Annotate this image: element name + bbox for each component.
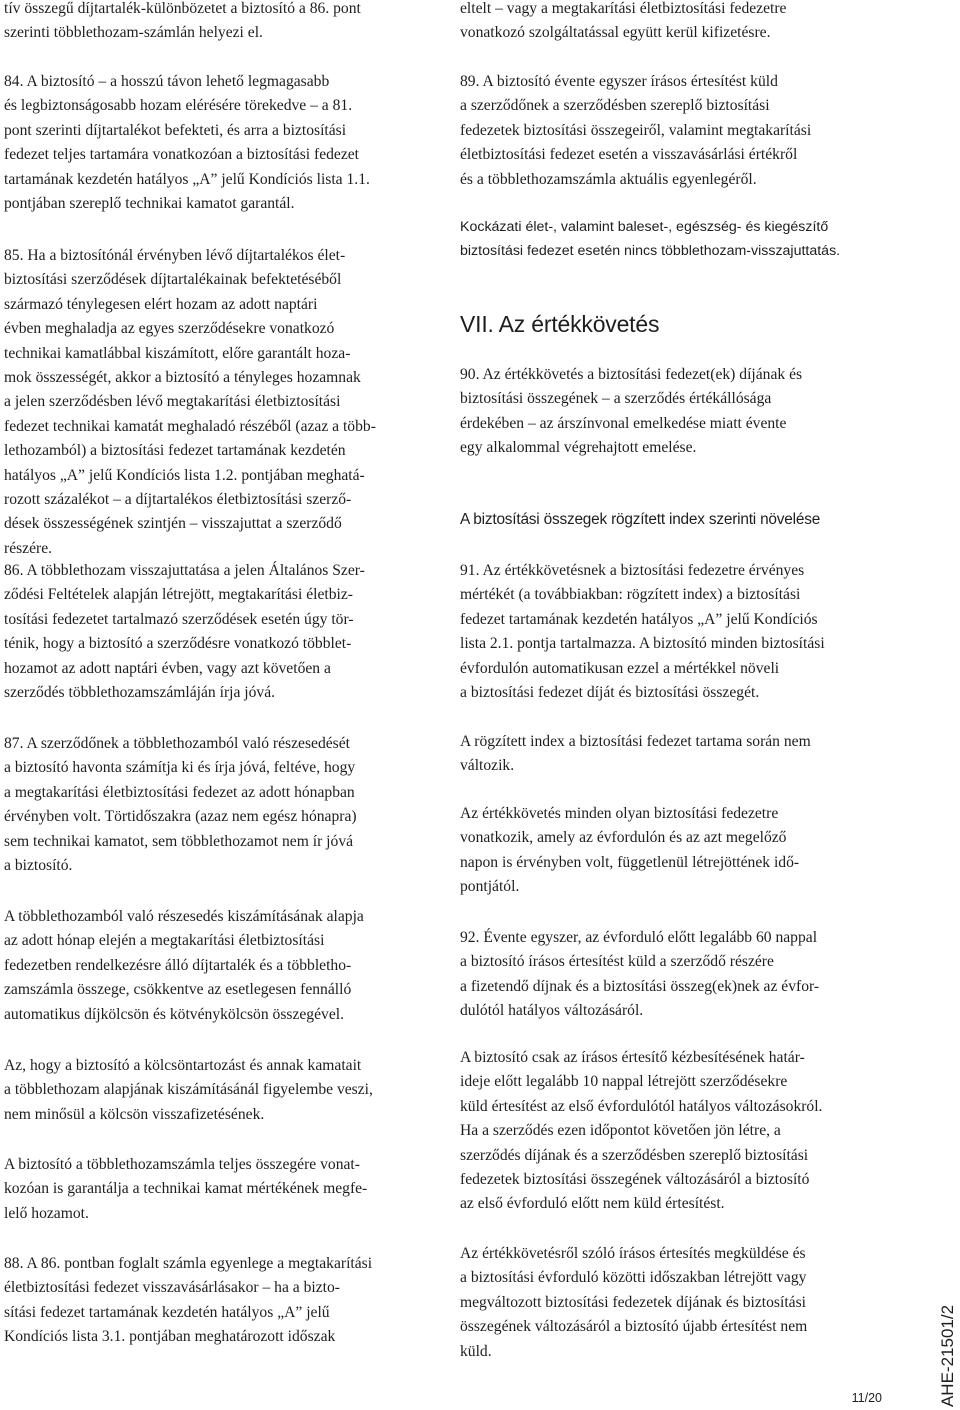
paragraph-87-basis: A többlethozamból való részesedés kiszámításának alapja az adott hónap elején a megtakarítási életbiztosítási fedezetben rendelkezésre álló díjtartalék és a többletho- zamszámla összege, csökkentve az esetlegesen fennálló automatikus díjkölcsön és kötvénykölcsön összegével.	[4, 908, 364, 1023]
paragraph-92-notification: Az értékkövetésről szóló írásos értesítés megküldése és a biztosítási évforduló közötti időszakban létrejött vagy megváltozott biztosítási fedezetek díjának és biztosítási összegének változásáról a biztosító újabb értesítést nem küld.	[460, 1245, 808, 1360]
paragraph-87: 87. A szerződőnek a többlethozamból való részesedését a biztosító havonta számítja ki és írja jóvá, feltéve, hogy a megtakarítási életbiztosítási fedezet az adott hónapban érvényben volt. Törtidőszakra (azaz nem egész hónapra) sem technikai kamatot, sem többlethozamot nem ír jóvá a biztosító.	[4, 735, 357, 875]
paragraph-continuation: eltelt – vagy a megtakarítási életbiztosítási fedezetre vonatkozó szolgáltatással együtt kerül kifizetésre.	[460, 0, 787, 42]
paragraph-91-fixed-index: A rögzített index a biztosítási fedezet tartama során nem változik.	[460, 733, 811, 775]
paragraph-92-deadline: A biztosító csak az írásos értesítő kézbesítésének határ- ideje előtt legalább 10 nappal létrejött szerződésekre küld értesítést az első évfordulótól hatályos változásokról. Ha a szerződés ezen időpontot követően jön létre, a szerződés díjának és a szerződésben szereplő biztosítási fedezetek biztosítási összegének változásáról a biztosító az első évforduló előtt nem küld értesítést.	[460, 1049, 823, 1213]
paragraph-87-guarantee: A biztosító a többlethozamszámla teljes összegére vonat- kozóan is garantálja a technikai kamat mértékének megfe- lelő hozamot.	[4, 1156, 368, 1222]
paragraph-87-loan: Az, hogy a biztosító a kölcsöntartozást és annak kamatait a többlethozam alapjának kiszámításánál figyelembe veszi, nem minősül a kölcsön visszafizetésének.	[4, 1057, 373, 1123]
paragraph-89: 89. A biztosító évente egyszer írásos értesítést küld a szerződőnek a szerződésben szereplő biztosítási fedezetek biztosítási összegeiről, valamint megtakarítási életbiztosítási fedezet esetén a visszavásárlási értékről és a többlethozamszámla aktuális egyenlegéről.	[460, 73, 812, 188]
subheading-index-increase: A biztosítási összegek rögzített index szerinti növelése	[460, 511, 821, 528]
paragraph-91: 91. Az értékkövetésnek a biztosítási fedezetre érvényes mértékét (a továbbiakban: rögzített index) a biztosítási fedezet tartamának kezdetén hatályos „A” jelű Kondíciós lista 2.1. pontja tartalmazza. A biztosító minden biztosítási évfordulón automatikusan ezzel a mértékkel növeli a biztosítási fedezet díját és biztosítási összegét.	[460, 562, 825, 702]
page-number: 11/20	[851, 1391, 882, 1405]
paragraph-86: 86. A többlethozam visszajuttatása a jelen Általános Szer- ződési Feltételek alapján létrejött, megtakarítási életbiz- tosítási fedezetet tartalmazó szerződések esetén úgy tör- ténik, hogy a biztosító a szerződésre vonatkozó többlet- hozamot az adott naptári évben, vagy azt követően a szerződés többlethozamszámláján írja jóvá.	[4, 562, 365, 702]
notice-no-surplus: Kockázati élet-, valamint baleset-, egészség- és kiegészítő biztosítási fedezet esetén nincs többlethozam-visszajuttatás.	[460, 219, 841, 260]
paragraph-88: 88. A 86. pontban foglalt számla egyenlege a megtakarítási életbiztosítási fedezet visszavásárlásakor – ha a bizto- sítási fedezet tartamának kezdetén hatályos „A” jelű Kondíciós lista 3.1. pontjában meghatározott időszak	[4, 1255, 373, 1346]
paragraph-91-scope: Az értékkövetés minden olyan biztosítási fedezetre vonatkozik, amely az évfordulón és az azt megelőző napon is érvényben volt, függetlenül létrejöttének idő- pontjától.	[460, 805, 800, 896]
paragraph-84: 84. A biztosító – a hosszú távon lehető legmagasabb és legbiztonságosabb hozam elérésére törekedve – a 81. pont szerinti díjtartalékot befekteti, és arra a biztosítási fedezet teljes tartamára vonatkozóan a biztosítási fedezet tartamának kezdetén hatályos „A” jelű Kondíciós lista 1.1. pontjában szereplő technikai kamatot garantál.	[4, 73, 370, 213]
document-code: AHE-21501/2	[938, 1304, 957, 1408]
section-heading-vii: VII. Az értékkövetés	[460, 311, 660, 337]
paragraph-continuation: tív összegű díjtartalék-különbözetet a biztosító a 86. pont szerinti többlethozam-számlán helyezi el.	[4, 0, 361, 42]
paragraph-85: 85. Ha a biztosítónál érvényben lévő díjtartalékos élet- biztosítási szerződések díjtartalékainak befektetéséből származó ténylegesen elért hozam az adott naptári évben meghaladja az egyes szerződésekre vonatkozó technikai kamatlábbal kiszámított, előre garantált hoza- mok összességét, akkor a biztosító a tényleges hozamnak a jelen szerződésben lévő megtakarítási életbiztosítási fedezet technikai kamatát meghaladó részéből (azaz a több- lethozamból) a biztosítási fedezet tartamának kezdetén hatályos „A” jelű Kondíciós lista 1.2. pontjában meghatá- rozott százalékot – a díjtartalékos életbiztosítási szerző- dések összességének szintjén – visszajuttat a szerződő részére.	[4, 247, 376, 557]
paragraph-90: 90. Az értékkövetés a biztosítási fedezet(ek) díjának és biztosítási összegének – a szerződés értékállósága érdekében – az árszínvonal emelkedése miatt évente egy alkalommal végrehajtott emelése.	[460, 366, 803, 457]
paragraph-92: 92. Évente egyszer, az évforduló előtt legalább 60 nappal a biztosító írásos értesítést küld a szerződő részére a fizetendő díjnak és a biztosítási összeg(ek)nek az évfor- dulótól hatályos változásáról.	[460, 929, 820, 1020]
